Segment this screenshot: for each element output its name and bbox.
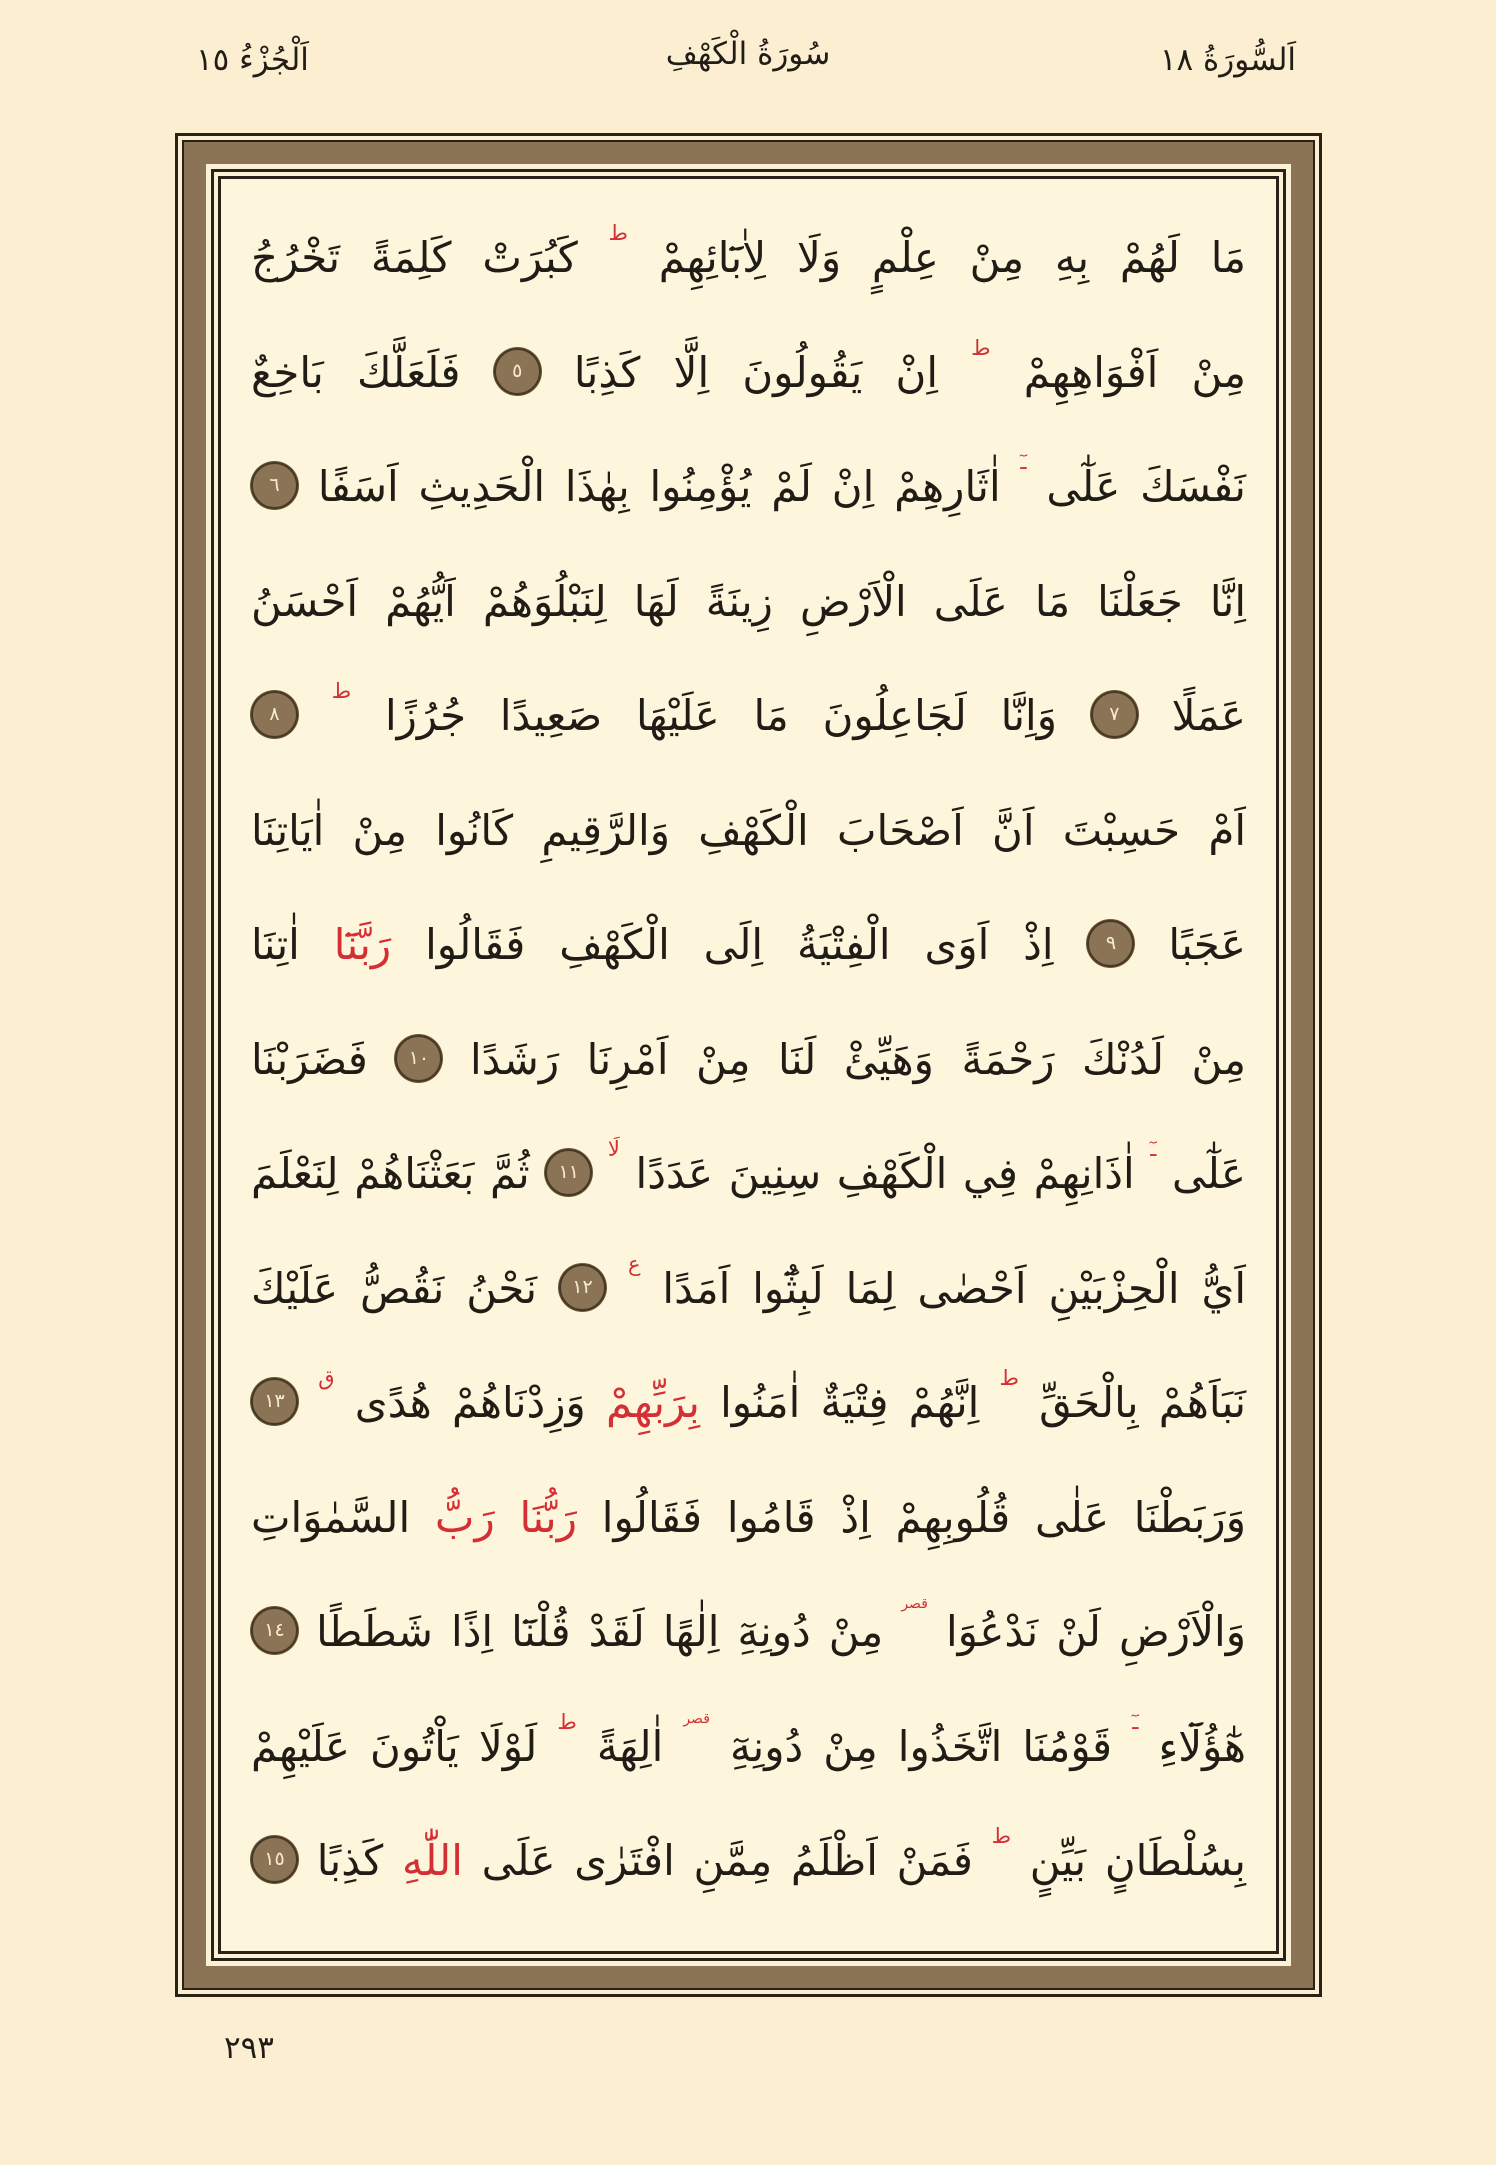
quran-line [251, 659, 1246, 774]
ayah-text: وَزِدْنَاهُمْ هُدًى [354, 1378, 586, 1427]
verse-end-marker: ١٣ [251, 1378, 298, 1425]
quran-line [251, 888, 1246, 1003]
quran-line [251, 1117, 1246, 1232]
highlighted-word: رَبَّنَٓا [333, 920, 392, 969]
tajweed-mark: ـٓ [1150, 1137, 1157, 1161]
ayah-text: كَذِبًا [316, 1836, 384, 1885]
ayah-text: ثُمَّ بَعَثْنَاهُمْ لِنَعْلَمَ [251, 1149, 530, 1198]
quran-line [251, 1346, 1246, 1461]
quran-line [251, 774, 1246, 889]
ayah-text: نَبَاَهُمْ بِالْحَقِّ [1039, 1378, 1247, 1427]
tajweed-mark: ط [991, 1824, 1012, 1848]
ayah-text: مِنْ لَدُنْكَ رَحْمَةً وَهَيِّئْ لَنَا مِنْ اَمْرِنَا رَشَدًا [469, 1034, 1246, 1084]
tajweed-mark: ط [557, 1709, 577, 1734]
tajweed-mark: لَا [607, 1137, 620, 1161]
juz-label: اَلْجُزْءُ ١٥ [196, 42, 309, 78]
ayah-text: اِنَّهُمْ فِتْيَةٌ اٰمَنُوا [720, 1378, 980, 1427]
ayah-text: بِسُلْطَانٍ بَيِّنٍ [1029, 1836, 1246, 1885]
verse-end-marker: ٨ [251, 691, 298, 738]
verse-end-marker: ١٠ [395, 1035, 442, 1082]
quran-line [251, 1804, 1246, 1919]
text-area [218, 176, 1279, 1954]
highlighted-word: اللّٰهِ [401, 1836, 463, 1885]
border-band [184, 142, 1313, 1988]
ayah-text: مَا لَهُمْ بِهِ مِنْ عِلْمٍ وَلَا لِاٰبَٓائِهِمْ [658, 233, 1246, 282]
ayah-text: فَمَنْ اَظْلَمُ مِمَّنِ افْتَرٰى عَلَى [481, 1836, 973, 1885]
verse-end-marker: ١١ [545, 1149, 592, 1196]
surah-number-label: اَلسُّورَةُ ١٨ [1159, 42, 1296, 78]
border-line-inner [211, 169, 1286, 1961]
quran-line [251, 316, 1246, 431]
ayah-text: لَوْلَا يَاْتُونَ عَلَيْهِمْ [251, 1721, 538, 1771]
quran-line [251, 1232, 1246, 1347]
tajweed-mark: ط [999, 1366, 1019, 1390]
tajweed-mark: ط [608, 221, 628, 245]
ayah-text: عَمَلًا [1171, 691, 1246, 740]
ayah-text: اٰتِنَا [251, 920, 300, 969]
ayah-text: وَالْاَرْضِ لَنْ نَدْعُوَا [945, 1607, 1246, 1656]
ayah-text: وَاِنَّا لَجَاعِلُونَ مَا عَلَيْهَا صَعِيدًا جُرُزًا [384, 691, 1058, 740]
ayah-text: هٰٓؤُلَٓاءِ [1158, 1721, 1247, 1771]
border-line-second [182, 140, 1315, 1990]
quran-line [251, 545, 1246, 660]
quran-line [251, 201, 1246, 316]
tajweed-mark: ـٓ [1132, 1709, 1139, 1734]
verse-end-marker: ٩ [1087, 920, 1134, 967]
quran-line [251, 1461, 1246, 1576]
quran-lines [251, 201, 1246, 1933]
quran-line [251, 430, 1246, 545]
quran-line [251, 1003, 1246, 1118]
ayah-text: قَوْمُنَا اتَّخَذُوا مِنْ دُونِهِٓ [729, 1721, 1113, 1771]
ayah-text: اٰثَارِهِمْ اِنْ لَمْ يُؤْمِنُوا بِهٰذَا الْحَدِيثِ اَسَفًا [317, 462, 1001, 511]
quran-line [251, 1575, 1246, 1690]
ayah-text: السَّمٰوَاتِ [251, 1492, 411, 1542]
ayah-text: فَلَعَلَّكَ بَاخِعٌ [251, 347, 461, 397]
ayah-text: فَضَرَبْنَا [251, 1034, 368, 1084]
ayah-text: عَلٰٓى [1172, 1149, 1246, 1198]
ayah-text: نَحْنُ نَقُصُّ عَلَيْكَ [251, 1263, 538, 1313]
tajweed-mark: قصر [901, 1596, 928, 1612]
verse-end-marker: ٦ [251, 462, 298, 509]
ayah-text: اَيُّ الْحِزْبَيْنِ اَحْصٰى لِمَا لَبِثُٓوا اَمَدًا [662, 1263, 1246, 1313]
ayah-text: كَبُرَتْ كَلِمَةً تَخْرُجُ [251, 233, 578, 282]
page-number: ٢٩٣ [224, 2030, 274, 2066]
border-line-outer [175, 133, 1322, 1997]
ornamental-border [175, 133, 1322, 1997]
surah-title: سُورَةُ الْكَهْفِ [665, 36, 831, 72]
ayah-text: وَرَبَطْنَا عَلٰى قُلُوبِهِمْ اِذْ قَامُوا فَقَالُوا [601, 1492, 1246, 1542]
tajweed-mark: ط [331, 679, 352, 703]
verse-end-marker: ٥ [494, 348, 541, 395]
ayah-text: اِذْ اَوَى الْفِتْيَةُ اِلَى الْكَهْفِ فَقَالُوا [425, 920, 1054, 969]
ayah-text: اٰذَانِهِمْ فِي الْكَهْفِ سِنِينَ عَدَدًا [635, 1149, 1135, 1198]
highlighted-word: رَبُّنَا رَبُّ [434, 1492, 577, 1542]
ayah-text: اٰلِهَةً [596, 1721, 664, 1771]
verse-end-marker: ١٢ [559, 1264, 606, 1311]
ayah-text: نَفْسَكَ عَلٰٓى [1046, 462, 1246, 511]
ayah-text: مِنْ اَفْوَاهِهِمْ [1023, 347, 1246, 397]
ayah-text: اِنَّا جَعَلْنَا مَا عَلَى الْاَرْضِ زِينَةً لَهَا لِنَبْلُوَهُمْ اَيُّهُمْ اَحْسَنُ [251, 576, 1246, 626]
highlighted-word: بِرَبِّهِمْ [606, 1378, 700, 1427]
verse-end-marker: ١٤ [251, 1607, 298, 1654]
ayah-text: مِنْ دُونِهِٓ اِلٰهًا لَقَدْ قُلْنَٓا اِذًا شَطَطًا [316, 1607, 884, 1656]
tajweed-mark: ـٓ [1020, 450, 1027, 474]
quran-line [251, 1690, 1246, 1805]
ayah-text: اِنْ يَقُولُونَ اِلَّا كَذِبًا [573, 347, 938, 397]
verse-end-marker: ١٥ [251, 1836, 298, 1883]
tajweed-mark: ط [971, 335, 991, 360]
ayah-text: اَمْ حَسِبْتَ اَنَّ اَصْحَابَ الْكَهْفِ وَالرَّقِيمِ كَانُوا مِنْ اٰيَاتِنَا [251, 805, 1246, 855]
verse-end-marker: ٧ [1091, 691, 1138, 738]
ayah-text: عَجَبًا [1168, 920, 1246, 969]
tajweed-mark: قصر [683, 1710, 710, 1727]
tajweed-mark: ق [318, 1366, 335, 1390]
tajweed-mark: ع [627, 1251, 641, 1276]
